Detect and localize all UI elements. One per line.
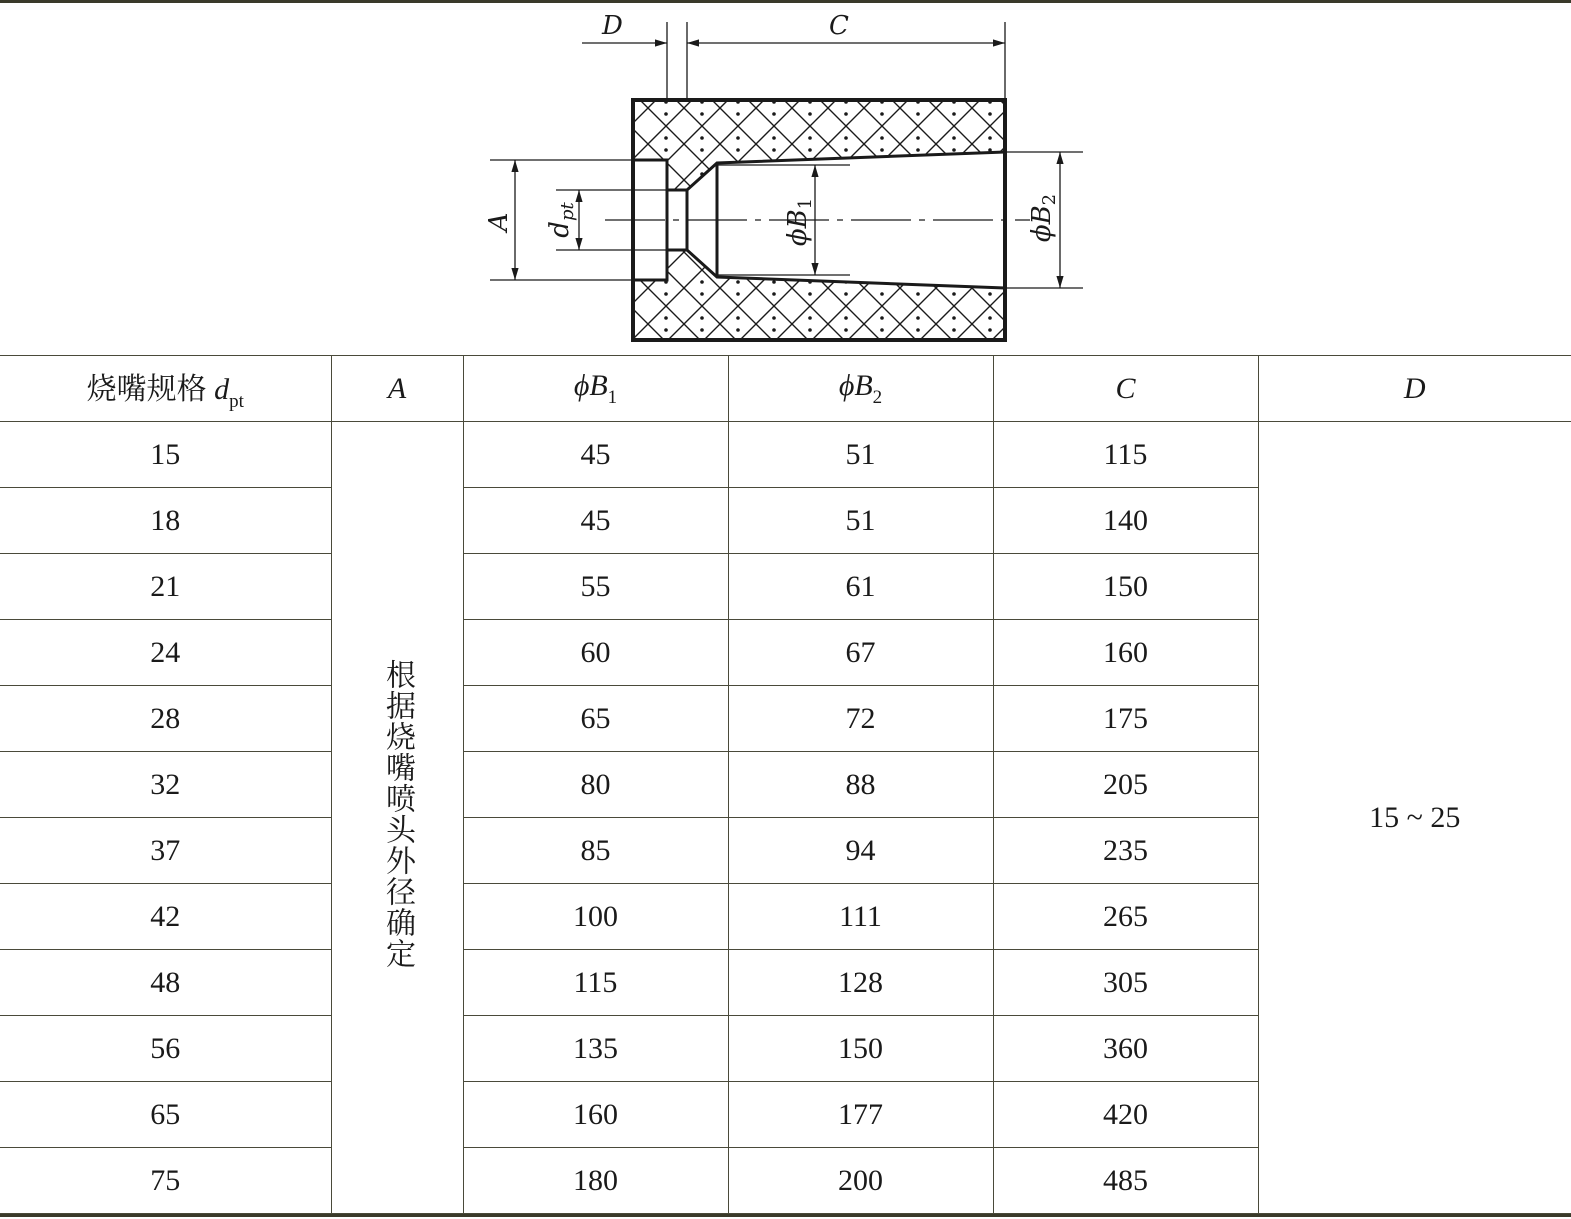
cell-burner-size: 75 xyxy=(0,1148,331,1214)
cell-phiB2: 128 xyxy=(728,950,993,1016)
header-A: A xyxy=(331,356,463,422)
cell-phiB1: 180 xyxy=(463,1148,728,1214)
cell-burner-size: 56 xyxy=(0,1016,331,1082)
cell-phiB2: 51 xyxy=(728,488,993,554)
cell-burner-size: 21 xyxy=(0,554,331,620)
dim-label-dpt: dpt xyxy=(545,202,578,238)
header-D: D xyxy=(1258,356,1571,422)
cell-phiB1: 115 xyxy=(463,950,728,1016)
cell-C: 205 xyxy=(993,752,1258,818)
dim-label-A: A xyxy=(484,212,514,232)
cell-burner-size: 15 xyxy=(0,422,331,488)
dim-label-phiB2: ϕB2 xyxy=(1027,193,1060,243)
cell-C: 305 xyxy=(993,950,1258,1016)
cell-phiB1: 65 xyxy=(463,686,728,752)
cell-burner-size: 42 xyxy=(0,884,331,950)
cell-C: 235 xyxy=(993,818,1258,884)
cell-phiB2: 61 xyxy=(728,554,993,620)
cell-burner-size: 18 xyxy=(0,488,331,554)
burner-block-spec-table xyxy=(0,355,1571,1214)
cell-burner-size: 48 xyxy=(0,950,331,1016)
cell-C: 140 xyxy=(993,488,1258,554)
dim-label-phiB1: ϕB1 xyxy=(783,197,816,247)
cell-phiB2: 88 xyxy=(728,752,993,818)
cell-C: 485 xyxy=(993,1148,1258,1214)
cell-phiB1: 160 xyxy=(463,1082,728,1148)
dim-label-C: C xyxy=(829,11,849,41)
table-header-row xyxy=(0,356,1571,422)
cell-phiB1: 135 xyxy=(463,1016,728,1082)
cell-phiB2: 67 xyxy=(728,620,993,686)
cell-burner-size: 24 xyxy=(0,620,331,686)
cell-burner-size: 32 xyxy=(0,752,331,818)
cell-D-range: 15 ~ 25 xyxy=(1258,422,1571,1214)
cell-phiB2: 72 xyxy=(728,686,993,752)
header-phiB1: $\phi B_1$ xyxy=(463,356,728,422)
cell-A-note xyxy=(331,422,463,1214)
cell-phiB1: 80 xyxy=(463,752,728,818)
cell-burner-size: 65 xyxy=(0,1082,331,1148)
cell-C: 150 xyxy=(993,554,1258,620)
header-burner-size: 烧嘴规格 $d_{pt}$ xyxy=(0,356,331,422)
cell-phiB1: 55 xyxy=(463,554,728,620)
cell-phiB2: 51 xyxy=(728,422,993,488)
cell-phiB1: 45 xyxy=(463,488,728,554)
cell-phiB1: 100 xyxy=(463,884,728,950)
table-row xyxy=(0,422,1571,488)
dim-label-D: D xyxy=(602,11,623,41)
cell-burner-size: 28 xyxy=(0,686,331,752)
cell-C: 175 xyxy=(993,686,1258,752)
burner-block-diagram xyxy=(0,0,1571,355)
cell-C: 360 xyxy=(993,1016,1258,1082)
A-note-text: 根据烧嘴喷头外径确定 xyxy=(381,658,414,969)
bottom-rule xyxy=(0,1214,1571,1217)
cell-phiB2: 200 xyxy=(728,1148,993,1214)
cell-burner-size: 37 xyxy=(0,818,331,884)
cell-phiB1: 45 xyxy=(463,422,728,488)
cell-C: 420 xyxy=(993,1082,1258,1148)
cell-phiB2: 94 xyxy=(728,818,993,884)
cell-C: 115 xyxy=(993,422,1258,488)
cell-C: 265 xyxy=(993,884,1258,950)
cell-phiB2: 177 xyxy=(728,1082,993,1148)
header-C: C xyxy=(993,356,1258,422)
cell-phiB2: 111 xyxy=(728,884,993,950)
cell-phiB1: 60 xyxy=(463,620,728,686)
cell-phiB1: 85 xyxy=(463,818,728,884)
header-phiB2: $\phi B_2$ xyxy=(728,356,993,422)
cell-phiB2: 150 xyxy=(728,1016,993,1082)
cell-C: 160 xyxy=(993,620,1258,686)
